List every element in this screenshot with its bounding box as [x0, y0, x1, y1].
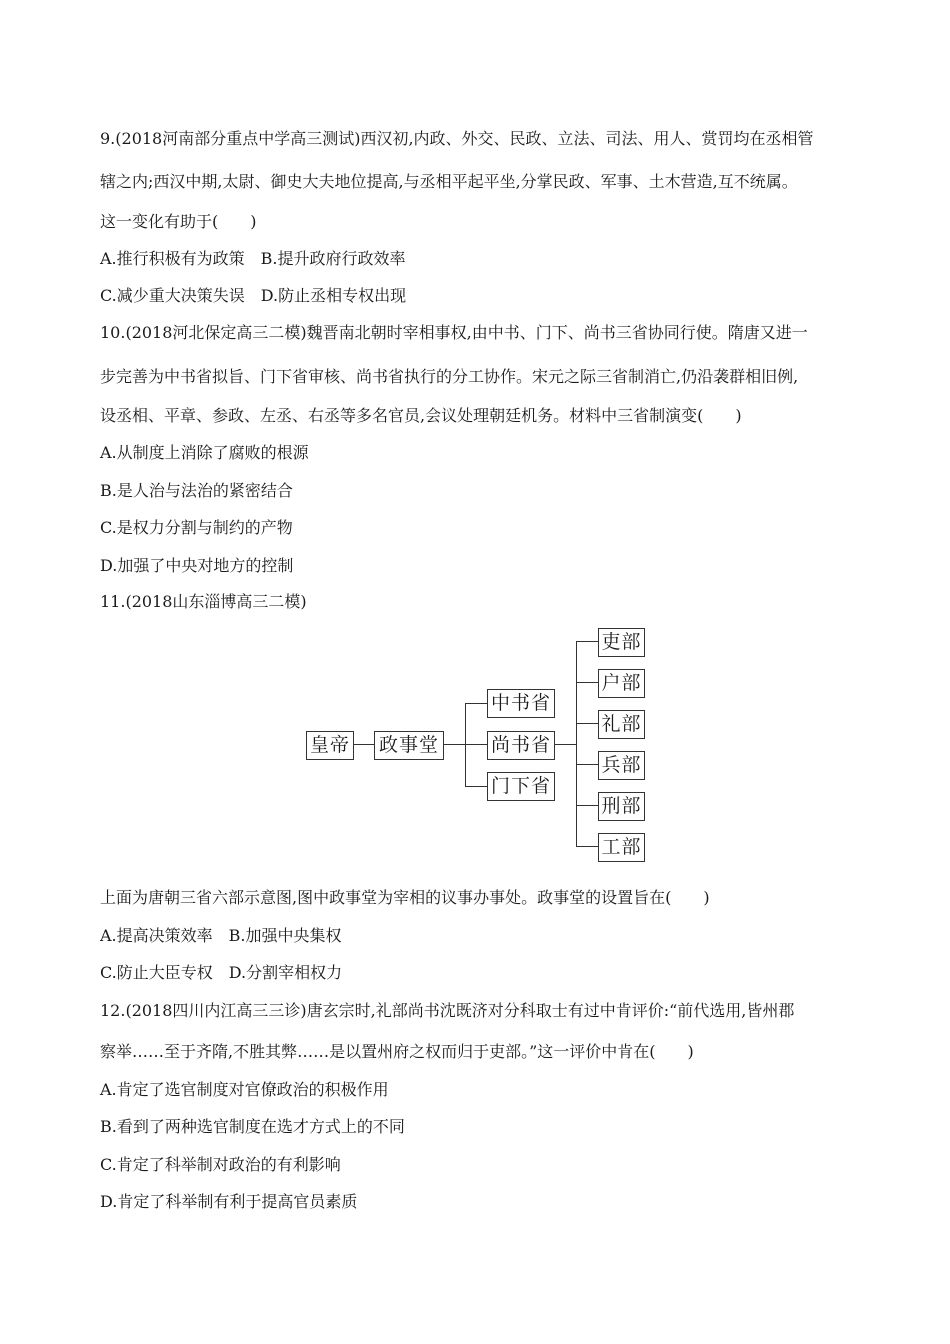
connector-to-xingbu: [576, 805, 598, 806]
q10-stem-line-1: 10.(2018河北保定高三二模)魏晋南北朝时宰相事权,由中书、门下、尚书三省协同行使。隋唐又进一: [100, 323, 808, 342]
connector-to-hubu: [576, 682, 598, 683]
diagram-box-hall: 政事堂: [374, 731, 444, 760]
connector-hall-bracket: [443, 744, 465, 745]
diagram-box-libu-rites: 礼部: [598, 710, 645, 739]
q11-stem-line-1: 11.(2018山东淄博高三二模): [100, 592, 307, 611]
connector-sheng-vertical: [465, 703, 466, 786]
connector-to-bingbu: [576, 764, 598, 765]
q12-option-c: C.肯定了科举制对政治的有利影响: [100, 1155, 341, 1174]
connector-to-menxia: [465, 786, 487, 787]
diagram-box-menxia: 门下省: [487, 772, 555, 801]
q12-option-b: B.看到了两种选官制度在选才方式上的不同: [100, 1117, 405, 1136]
diagram-box-bingbu: 兵部: [598, 751, 645, 780]
diagram-box-zhongshu: 中书省: [487, 689, 555, 718]
q11-options-ab: A.提高决策效率 B.加强中央集权: [100, 926, 342, 945]
diagram-box-libu-personnel: 吏部: [598, 628, 645, 657]
connector-emperor-hall: [353, 744, 374, 745]
q9-options-ab: A.推行积极有为政策 B.提升政府行政效率: [100, 249, 406, 268]
connector-bu-vertical: [576, 641, 577, 847]
q9-stem-line-1: 9.(2018河南部分重点中学高三测试)西汉初,内政、外交、民政、立法、司法、用人、赏罚均在丞相管: [100, 129, 814, 148]
diagram-box-shangshu: 尚书省: [487, 731, 555, 760]
q10-stem-line-3: 设丞相、平章、参政、左丞、右丞等多名官员,会议处理朝廷机务。材料中三省制演变( ): [100, 406, 742, 425]
q9-stem-line-3: 这一变化有助于( ): [100, 212, 257, 231]
q10-stem-line-2: 步完善为中书省拟旨、门下省审核、尚书省执行的分工协作。宋元之际三省制消亡,仍沿袭群相旧例,: [100, 367, 799, 386]
q10-option-d: D.加强了中央对地方的控制: [100, 556, 294, 575]
q9-options-cd: C.减少重大决策失误 D.防止丞相专权出现: [100, 286, 407, 305]
q12-stem-line-2: 察举……至于齐隋,不胜其弊……是以置州府之权而归于吏部。”这一评价中肯在( ): [100, 1042, 694, 1061]
q10-option-a: A.从制度上消除了腐败的根源: [100, 443, 309, 462]
q10-option-c: C.是权力分割与制约的产物: [100, 518, 293, 537]
q11-stem-line-2: 上面为唐朝三省六部示意图,图中政事堂为宰相的议事办事处。政事堂的设置旨在( ): [100, 888, 710, 907]
diagram-box-emperor: 皇帝: [306, 731, 354, 760]
q12-option-d: D.肯定了科举制有利于提高官员素质: [100, 1192, 358, 1211]
q12-option-a: A.肯定了选官制度对官僚政治的积极作用: [100, 1080, 389, 1099]
connector-to-libu-rites: [576, 723, 598, 724]
q10-option-b: B.是人治与法治的紧密结合: [100, 481, 293, 500]
diagram-box-xingbu: 刑部: [598, 792, 645, 821]
connector-to-gongbu: [576, 846, 598, 847]
q11-options-cd: C.防止大臣专权 D.分割宰相权力: [100, 963, 343, 982]
diagram-box-hubu: 户部: [598, 669, 645, 698]
connector-to-libu-personnel: [576, 641, 598, 642]
connector-to-zhongshu: [465, 703, 487, 704]
diagram-box-gongbu: 工部: [598, 833, 645, 862]
q12-stem-line-1: 12.(2018四川内江高三三诊)唐玄宗时,礼部尚书沈既济对分科取士有过中肯评价:“前代选用,皆州郡: [100, 1001, 795, 1020]
connector-shangshu-bracket: [554, 744, 576, 745]
q9-stem-line-2: 辖之内;西汉中期,太尉、御史大夫地位提高,与丞相平起平坐,分掌民政、军事、土木营造,互不统属。: [100, 172, 798, 191]
connector-to-shangshu: [465, 744, 487, 745]
